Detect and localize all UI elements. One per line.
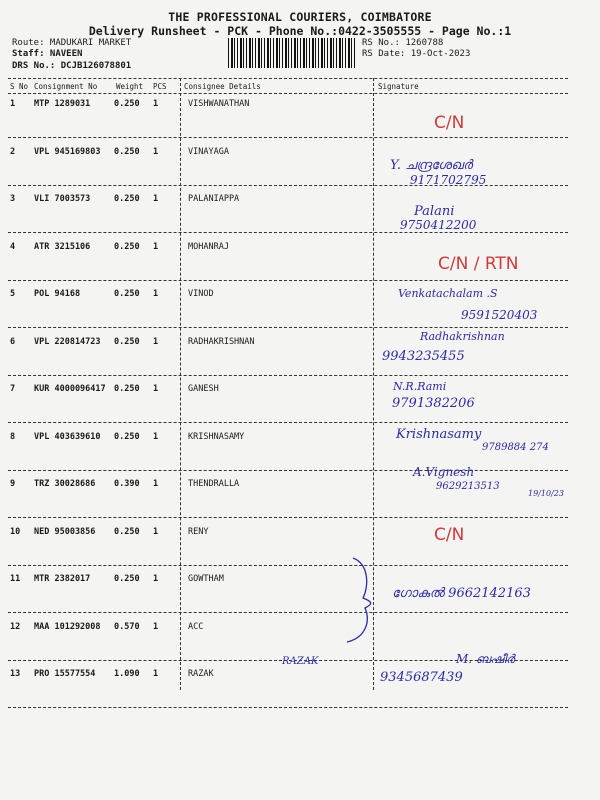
row-pcs: 1 bbox=[153, 289, 159, 299]
row-separator bbox=[8, 280, 568, 281]
row-weight: 0.250 bbox=[114, 241, 140, 252]
row-consignee: RADHAKRISHNAN bbox=[188, 336, 255, 347]
row-separator bbox=[8, 232, 568, 233]
row-weight: 0.250 bbox=[114, 99, 140, 109]
signature-row-3-name: Palani bbox=[414, 204, 455, 219]
row-separator bbox=[8, 470, 568, 471]
signature-row-13-name: M. ബഷീർ bbox=[456, 652, 515, 666]
col-consignee: Consignee Details bbox=[184, 82, 261, 91]
row-weight: 0.250 bbox=[114, 194, 140, 204]
row-weight: 0.570 bbox=[114, 621, 140, 632]
row-consignee: KRISHNASAMY bbox=[188, 431, 245, 442]
signature-row-10: C/N bbox=[434, 525, 465, 545]
row-separator bbox=[8, 137, 568, 138]
row-separator bbox=[8, 375, 568, 376]
signature-row-7-phone: 9791382206 bbox=[392, 396, 475, 411]
row-sno: 3 bbox=[10, 194, 16, 204]
row-weight: 0.250 bbox=[114, 384, 140, 394]
row-consignment-no: KUR 4000096417 bbox=[34, 384, 106, 394]
route: Route: MADUKARI MARKET bbox=[12, 38, 132, 48]
signature-row-8-phone: 9789884 274 bbox=[482, 442, 549, 453]
row-consignment-no: ATR 3215106 bbox=[34, 241, 91, 252]
row-consignment-no: MTP 1289031 bbox=[34, 99, 91, 109]
staff: Staff: NAVEEN bbox=[12, 49, 83, 59]
row-pcs: 1 bbox=[153, 146, 159, 157]
signature-row-6-phone: 9943235455 bbox=[382, 349, 465, 364]
row-consignee: RENY bbox=[188, 526, 209, 537]
row-separator bbox=[8, 707, 568, 708]
signature-row-13-phone: 9345687439 bbox=[380, 670, 463, 685]
signature-row-6-name: Radhakrishnan bbox=[420, 330, 505, 343]
col-pcs: PCS bbox=[153, 82, 167, 91]
signature-row-7-name: N.R.Rami bbox=[393, 380, 447, 393]
signature-row-4: C/N / RTN bbox=[438, 254, 519, 274]
row-sno: 6 bbox=[10, 336, 16, 347]
row-weight: 0.250 bbox=[114, 574, 140, 584]
header-top-rule bbox=[8, 78, 568, 79]
drs-number: DRS No.: DCJB126078801 bbox=[12, 61, 132, 71]
row-pcs: 1 bbox=[153, 99, 159, 109]
row-sno: 11 bbox=[10, 574, 21, 584]
row-sno: 5 bbox=[10, 289, 16, 299]
signature-row-5-name: Venkatachalam .S bbox=[398, 287, 498, 300]
row-pcs: 1 bbox=[153, 479, 159, 489]
row-consignment-no: PRO 15577554 bbox=[34, 669, 96, 679]
runsheet-subtitle: Delivery Runsheet - PCK - Phone No.:0422-3505555 - Page No.:1 bbox=[88, 24, 512, 38]
signature-row-9-name: A.Vignesh bbox=[413, 465, 475, 479]
row-consignee: GOWTHAM bbox=[188, 574, 224, 584]
signature-row-2-name: Y. ചന്ദ്രശേഖർ bbox=[390, 158, 473, 173]
row-consignment-no: TRZ 30028686 bbox=[34, 479, 96, 489]
row-sno: 2 bbox=[10, 146, 16, 157]
row-consignee: VISHWANATHAN bbox=[188, 99, 250, 109]
row-separator bbox=[8, 517, 568, 518]
row-consignee: ACC bbox=[188, 621, 204, 632]
row-sno: 9 bbox=[10, 479, 16, 489]
signature-rows-11-12: ഗോകുൽ 9662142163 bbox=[392, 586, 531, 601]
signature-row-9-date: 19/10/23 bbox=[528, 489, 564, 498]
row-sno: 4 bbox=[10, 241, 16, 252]
row-sno: 8 bbox=[10, 431, 16, 442]
row-sno: 1 bbox=[10, 99, 16, 109]
row-weight: 0.250 bbox=[114, 336, 140, 347]
row-pcs: 1 bbox=[153, 241, 159, 252]
col-sno: S No bbox=[10, 82, 29, 91]
row-consignment-no: VPL 220814723 bbox=[34, 336, 101, 347]
row-pcs: 1 bbox=[153, 384, 159, 394]
signature-row-9-phone: 9629213513 bbox=[436, 481, 500, 492]
row-sno: 12 bbox=[10, 621, 21, 632]
col-consignment: Consignment No bbox=[34, 82, 98, 91]
row-sno: 13 bbox=[10, 669, 21, 679]
row-consignee: RAZAK bbox=[188, 669, 214, 679]
col-signature: Signature bbox=[378, 82, 419, 91]
column-divider bbox=[180, 78, 181, 690]
row-consignment-no: NED 95003856 bbox=[34, 526, 96, 537]
row-pcs: 1 bbox=[153, 621, 159, 632]
row-pcs: 1 bbox=[153, 336, 159, 347]
row-consignee: VINOD bbox=[188, 289, 214, 299]
row-consignee: MOHANRAJ bbox=[188, 241, 229, 252]
rs-number: RS No.: 1260788 bbox=[362, 38, 444, 48]
row-pcs: 1 bbox=[153, 669, 159, 679]
row-pcs: 1 bbox=[153, 526, 159, 537]
row-consignment-no: VPL 945169803 bbox=[34, 146, 101, 157]
row-consignment-no: MTR 2382017 bbox=[34, 574, 91, 584]
signature-row-8-name: Krishnasamy bbox=[396, 427, 482, 442]
row-consignment-no: VLI 7003573 bbox=[34, 194, 91, 204]
signature-row-2-phone: 9171702795 bbox=[410, 173, 487, 187]
signature-row-5-phone: 9591520403 bbox=[461, 308, 538, 322]
row-weight: 0.390 bbox=[114, 479, 140, 489]
col-weight: Weight bbox=[116, 82, 144, 91]
row-weight: 1.090 bbox=[114, 669, 140, 679]
row-separator bbox=[8, 612, 568, 613]
row-sno: 10 bbox=[10, 526, 21, 537]
rs-date: RS Date: 19-Oct-2023 bbox=[362, 49, 471, 59]
row-separator bbox=[8, 422, 568, 423]
header-bottom-rule bbox=[8, 93, 568, 94]
row-pcs: 1 bbox=[153, 194, 159, 204]
row-weight: 0.250 bbox=[114, 289, 140, 299]
row-consignee: GANESH bbox=[188, 384, 219, 394]
row-weight: 0.250 bbox=[114, 146, 140, 157]
row-consignment-no: MAA 101292008 bbox=[34, 621, 101, 632]
brace-rows-11-12 bbox=[345, 556, 375, 644]
row-pcs: 1 bbox=[153, 431, 159, 442]
row-consignment-no: POL 94168 bbox=[34, 289, 81, 299]
barcode bbox=[228, 38, 356, 68]
row-consignee: PALANIAPPA bbox=[188, 194, 240, 204]
row-separator bbox=[8, 565, 568, 566]
row-weight: 0.250 bbox=[114, 526, 140, 537]
signature-row-1: C/N bbox=[434, 113, 465, 133]
row-sno: 7 bbox=[10, 384, 16, 394]
row-weight: 0.250 bbox=[114, 431, 140, 442]
row-consignment-no: VPL 403639610 bbox=[34, 431, 101, 442]
signature-row-3-phone: 9750412200 bbox=[400, 218, 477, 232]
row-pcs: 1 bbox=[153, 574, 159, 584]
signature-row-13-note: RAZAK bbox=[282, 656, 319, 667]
row-consignee: THENDRALLA bbox=[188, 479, 240, 489]
row-separator bbox=[8, 327, 568, 328]
row-consignee: VINAYAGA bbox=[188, 146, 229, 157]
company-title: THE PROFESSIONAL COURIERS, COIMBATORE bbox=[168, 10, 432, 24]
